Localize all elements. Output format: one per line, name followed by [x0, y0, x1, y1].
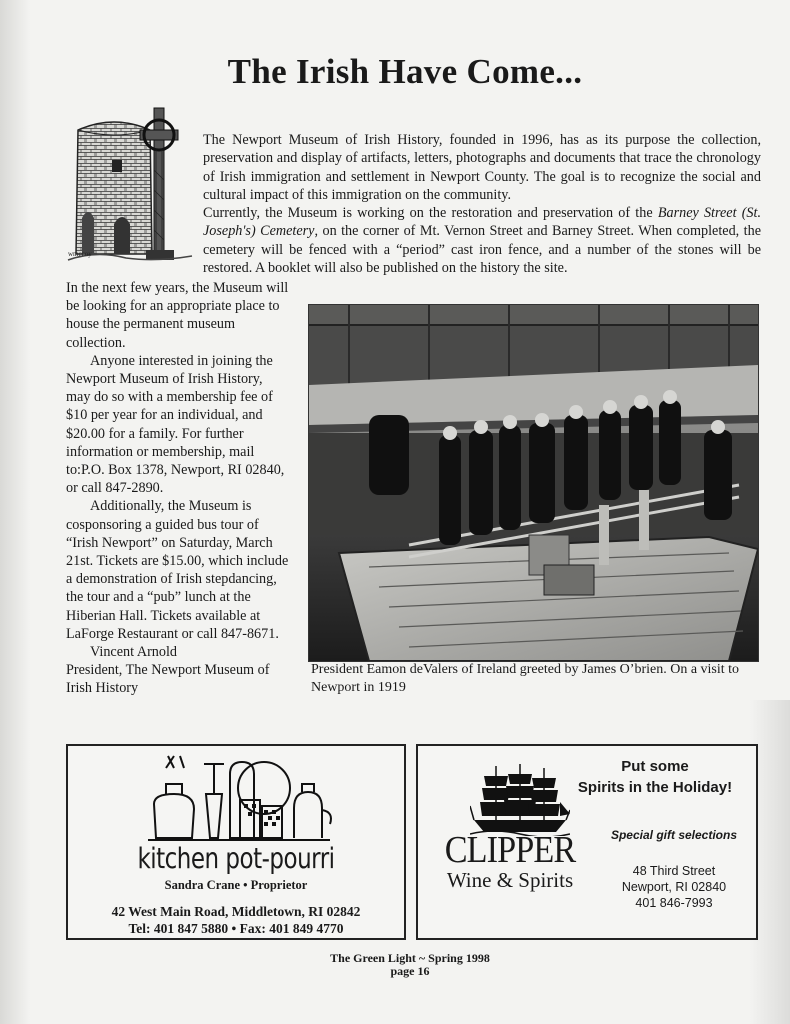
svg-text:wmccoy: wmccoy — [68, 250, 92, 258]
publication-name: The Green Light ~ Spring 1998 — [330, 951, 490, 965]
kitchen-address: 42 West Main Road, Middletown, RI 02842 — [111, 904, 361, 919]
clipper-brand: CLIPPER — [444, 829, 576, 871]
page-footer — [300, 952, 520, 978]
clipper-headline: Put some Spirits in the Holiday! — [577, 758, 733, 796]
historic-photo — [308, 304, 759, 662]
intro-paragraph-2: Currently, the Museum is working on the restoration and preservation of the Barney Street (St. Joseph's) Cemetery, on the corner of Mt. Vernon Street and Barney Street. When completed, the cemetery will be fenced with a “period” cast iron fence, and a number of the stones will be restored. A booklet will also be published on the history the site. — [203, 205, 762, 277]
left-column-text — [66, 279, 290, 698]
column-paragraph-1: In the next few years, the Museum will be looking for an appropriate place to house the permanent museum collection. — [66, 280, 289, 351]
clipper-city: Newport, RI 02840 — [621, 880, 727, 894]
column-paragraph-3: Additionally, the Museum is cosponsoring a guided bus tour of “Irish Newport” on Saturday, March 21st. Tickets are $15.00, which include a demonstration of Irish stepdancing, the tour and a “pub” lunch at the Hiberian Hall. Tickets available at LaForge Restaurant or call 847-8671. — [66, 498, 289, 642]
signature-title: President, The Newport Museum of Irish History — [66, 662, 270, 697]
clipper-ship-icon — [470, 762, 570, 836]
clipper-street: 48 Third Street — [632, 864, 716, 878]
clipper-wine-ad — [416, 744, 758, 940]
kitchen-proprietor: Sandra Crane • Proprietor — [164, 878, 308, 892]
intro-text — [203, 131, 761, 277]
kitchen-phone: Tel: 401 847 5880 • Fax: 401 849 4770 — [128, 921, 344, 936]
intro-paragraph-1: The Newport Museum of Irish History, founded in 1996, has as its purpose the collection, preservation and display of artifacts, letters, photographs and documents that trace the chronology of Irish immigration and settlement in Newport County. The goal is to recognize the social and cultural impact of this immigration on the community. — [203, 132, 761, 203]
kitchenware-illustration — [144, 754, 334, 850]
article-title: The Irish Have Come... — [227, 52, 583, 91]
clipper-gift-text: Special gift selections — [610, 828, 738, 842]
column-paragraph-2: Anyone interested in joining the Newport Museum of Irish History, may do so with a membership fee of $10 per year for an individual, and $20.00 for a family. For further information or membership, mail to:P.O. Box 1378, Newport, RI 02840, or call 847-2890. — [66, 352, 285, 497]
page-number: page 16 — [390, 964, 430, 978]
clipper-phone: 401 846-7993 — [635, 896, 713, 910]
signature-name: Vincent Arnold — [90, 644, 178, 661]
round-tower-illustration — [66, 100, 194, 264]
kitchen-potpourri-ad — [66, 744, 406, 940]
clipper-subbrand: Wine & Spirits — [446, 868, 574, 892]
clipper-contact — [594, 863, 754, 911]
binding-shadow — [0, 0, 30, 1024]
kitchen-potpourri-logo: kitchen pot-pourri — [137, 842, 335, 876]
photo-caption: President Eamon deValers of Ireland greeted by James O’brien. On a visit to Newport in 1919 — [311, 662, 740, 695]
cemetery-name: Barney Street (St. Joseph's) Cemetery — [203, 205, 762, 240]
